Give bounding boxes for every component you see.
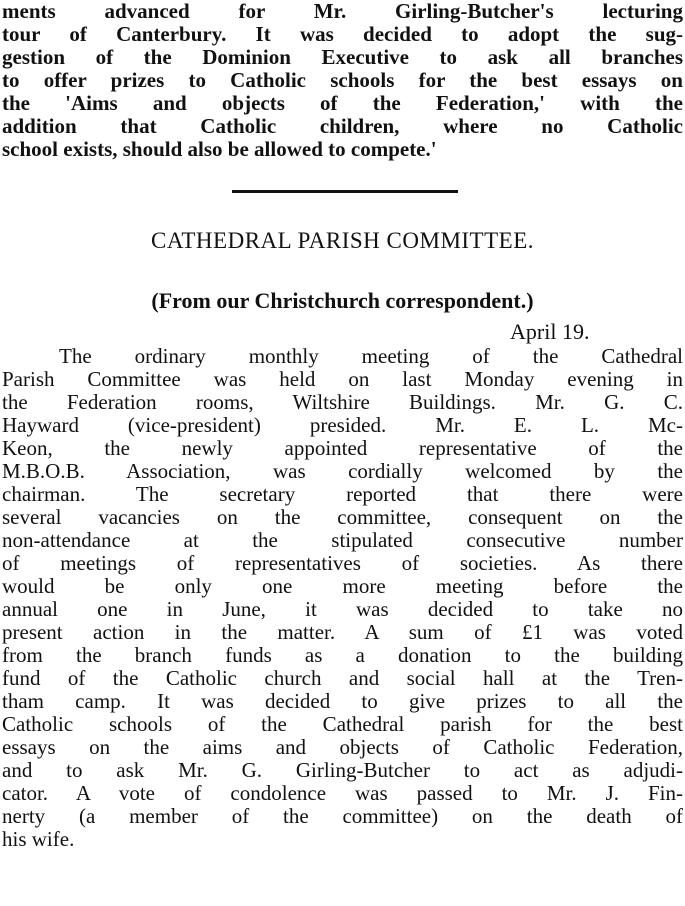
article-byline: (From our Christchurch correspondent.) <box>151 288 534 313</box>
article-body-line: present action in the matter. A sum of £1 was voted <box>2 621 683 644</box>
article-body-line: and to ask Mr. G. Girling-Butcher to act as adjudi- <box>2 759 683 782</box>
article-body-line: tham camp. It was decided to give prizes to all the <box>2 690 683 713</box>
previous-article-line: tour of Canterbury. It was decided to adopt the sug- <box>2 23 683 46</box>
previous-article-line: ments advanced for Mr. Girling-Butcher's lecturing <box>2 0 683 23</box>
previous-article-line: addition that Catholic children, where no Catholic <box>2 115 683 138</box>
article-body-line: several vacancies on the committee, consequent on the <box>2 506 683 529</box>
previous-article-line: school exists, should also be allowed to compete.' <box>2 138 437 161</box>
article-body-line: Keon, the newly appointed representative of the <box>2 437 683 460</box>
article-body-line: would be only one more meeting before the <box>2 575 683 598</box>
section-divider <box>232 190 458 193</box>
article-body-line: from the branch funds as a donation to the building <box>2 644 683 667</box>
article-body-line: The ordinary monthly meeting of the Cathedral <box>59 345 683 368</box>
article-body-line: Catholic schools of the Cathedral parish for the best <box>2 713 683 736</box>
article-body-line: chairman. The secretary reported that there were <box>2 483 683 506</box>
article-body-line: annual one in June, it was decided to take no <box>2 598 683 621</box>
previous-article-line: the 'Aims and objects of the Federation,' with the <box>2 92 683 115</box>
article-body-line: M.B.O.B. Association, was cordially welcomed by the <box>2 460 683 483</box>
previous-article-line: gestion of the Dominion Executive to ask all branches <box>2 46 683 69</box>
article-body-line: nerty (a member of the committee) on the death of <box>2 805 683 828</box>
article-body-line: non-attendance at the stipulated consecutive number <box>2 529 683 552</box>
article-body-line: Parish Committee was held on last Monday evening in <box>2 368 683 391</box>
article-date: April 19. <box>510 319 590 344</box>
article-heading: CATHEDRAL PARISH COMMITTEE. <box>150 228 535 253</box>
article-body-line: his wife. <box>2 828 75 851</box>
article-body-line: cator. A vote of condolence was passed to Mr. J. Fin- <box>2 782 683 805</box>
article-body-line: the Federation rooms, Wiltshire Buildings. Mr. G. C. <box>2 391 683 414</box>
article-body-line: Hayward (vice-president) presided. Mr. E. L. Mc- <box>2 414 683 437</box>
article-body-line: fund of the Catholic church and social hall at the Tren- <box>2 667 683 690</box>
article-body-line: of meetings of representatives of societies. As there <box>2 552 683 575</box>
previous-article-line: to offer prizes to Catholic schools for the best essays on <box>2 69 683 92</box>
article-body-line: essays on the aims and objects of Catholic Federation, <box>2 736 683 759</box>
